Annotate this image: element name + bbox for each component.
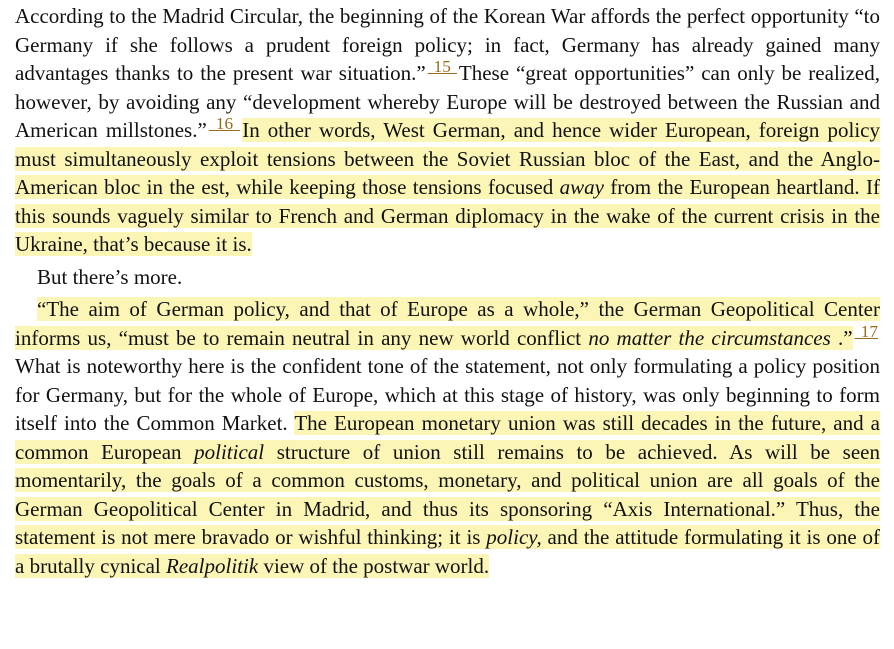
highlighted-text xyxy=(560,175,604,199)
highlighted-text: “The aim of German policy, and that of Europe as a whole,” the German Geopolitical Center informs us, “must be to remain neutral in any new world conflict xyxy=(15,297,880,350)
highlighted-text: and the attitude formulating it is one of a brutally cynical xyxy=(15,525,880,578)
highlighted-text: view of the postwar world. xyxy=(258,553,490,578)
paragraph-1 xyxy=(15,2,880,259)
text-segment: What is noteworthy here is the confident tone of the statement, not only formulating a policy position for Germany, but for the whole of Europe, which at this stage of history, was only beginning to form itself into the Common Market. xyxy=(15,354,880,435)
highlighted-text xyxy=(194,440,264,464)
footnote-link-15[interactable]: 15 xyxy=(427,57,457,77)
italic-text: Realpolitik xyxy=(166,553,259,578)
text-segment: These “great opportunities” can only be realized, however, by avoiding any “development whereby Europe will be destroyed between the Russian and American millstones.” xyxy=(15,61,881,142)
highlighted-text xyxy=(588,326,830,350)
highlighted-text xyxy=(486,525,541,549)
italic-text: away xyxy=(559,175,604,199)
italic-text: policy, xyxy=(486,525,542,549)
paragraph-3 xyxy=(15,295,880,580)
italic-text: political xyxy=(194,439,265,464)
footnote-link-16[interactable]: 16 xyxy=(208,114,241,134)
highlighted-text: from the European heartland. If this sounds vaguely similar to French and German diplomacy in the wake of the current crisis in the Ukraine, that’s because it is. xyxy=(15,175,880,256)
paragraph-2 xyxy=(15,263,880,292)
highlighted-text: In other words, West German, and hence wider European, foreign policy must simultaneously exploit tensions between the Soviet Russian bloc of the East, and the Anglo-American bloc in the est, while keeping those tensions focused xyxy=(15,118,880,199)
italic-text: no matter the circumstances xyxy=(588,325,831,350)
highlighted-text: The European monetary union was still decades in the future, and a common European xyxy=(15,411,880,464)
text-segment: But there’s more. xyxy=(37,264,183,289)
highlighted-text: .” xyxy=(830,325,853,350)
highlighted-text xyxy=(166,554,258,578)
highlighted-text: structure of union still remains to be achieved. As will be seen momentarily, the goals of a common customs, monetary, and political union are all goals of the German Geopolitical Center in Madrid, and thus its sponsoring “Axis International.” Thus, the statement is not mere bravado or wishful thinking; it is xyxy=(15,439,881,549)
text-segment: According to the Madrid Circular, the beginning of the Korean War affords the perfect opportunity “to Germany if she follows a prudent foreign policy; in fact, Germany has already gained many advantages thanks to the present war situation.” xyxy=(15,4,880,85)
footnote-link-17[interactable]: 17 xyxy=(854,321,878,341)
